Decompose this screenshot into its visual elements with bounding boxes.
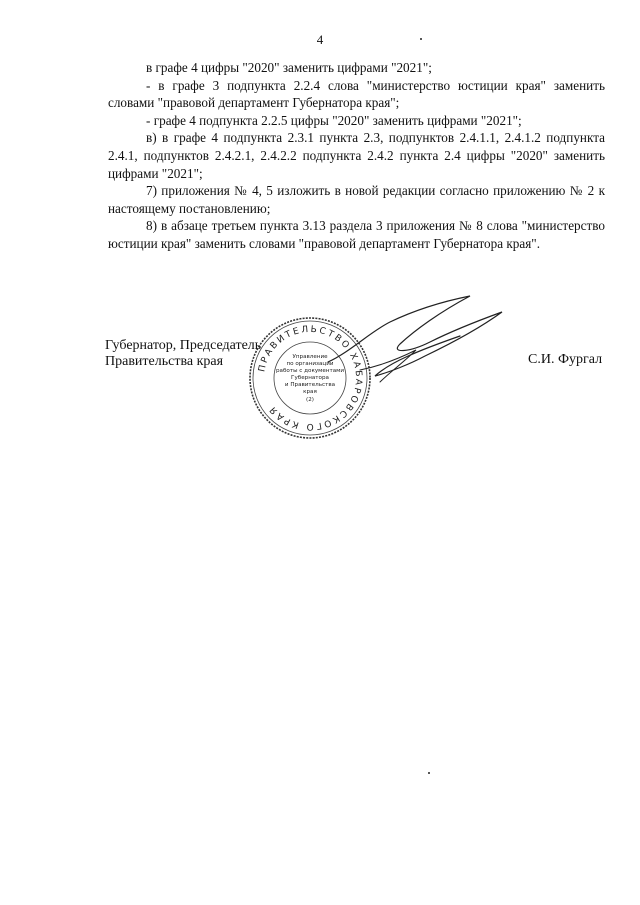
seal-inner-line: и Правительства xyxy=(284,382,336,388)
paragraph: - графе 4 подпункта 2.2.5 цифры "2020" заменить цифрами "2021"; xyxy=(146,112,522,128)
seal-inner-line: по организации xyxy=(286,361,334,367)
paragraph: 7) приложения № 4, 5 изложить в новой редакции согласно приложению № 2 к настоящему постановлению; xyxy=(108,183,605,216)
scan-speck xyxy=(428,772,430,774)
paragraph: в) в графе 4 подпункта 2.3.1 пункта 2.3, подпунктов 2.4.1.1, 2.4.1.2 подпункта 2.4.1, подпунктов 2.4.2.1, 2.4.2.2 подпункта 2.4.2 пункта 2.4 цифры "2020" заменить цифрами "2021"; xyxy=(108,130,605,181)
paragraph: в графе 4 цифры "2020" заменить цифрами "2021"; xyxy=(146,60,432,75)
paragraph: 8) в абзаце третьем пункта 3.13 раздела 3 приложения № 8 слова "министерство юстиции края" заменить словами "правовой департамент Губернатора края". xyxy=(108,218,605,251)
document-body xyxy=(108,59,605,253)
seal-inner-line: работы с документами xyxy=(276,368,344,374)
signer-position-line: Правительства края xyxy=(105,354,224,369)
seal-outer-text: ПРАВИТЕЛЬСТВО ХАБАРОВСКОГО КРАЯ xyxy=(257,324,364,432)
page-number: 4 xyxy=(316,32,324,47)
signature-block xyxy=(0,324,640,450)
paragraph: - в графе 3 подпункта 2.2.4 слова "министерство юстиции края" заменить словами "правовой департамент Губернатора края"; xyxy=(108,77,605,111)
scan-speck xyxy=(420,38,422,40)
seal-inner-line: Губернатора xyxy=(291,375,329,381)
seal-inner-line: края xyxy=(303,389,317,395)
seal-inner-line: Управление xyxy=(292,354,328,360)
handwritten-signature xyxy=(320,292,510,402)
seal-inner-line: (2) xyxy=(306,397,314,403)
signer-position xyxy=(105,338,261,370)
signer-position-line: Губернатор, Председатель xyxy=(105,338,262,353)
signer-name: С.И. Фургал xyxy=(528,352,603,367)
